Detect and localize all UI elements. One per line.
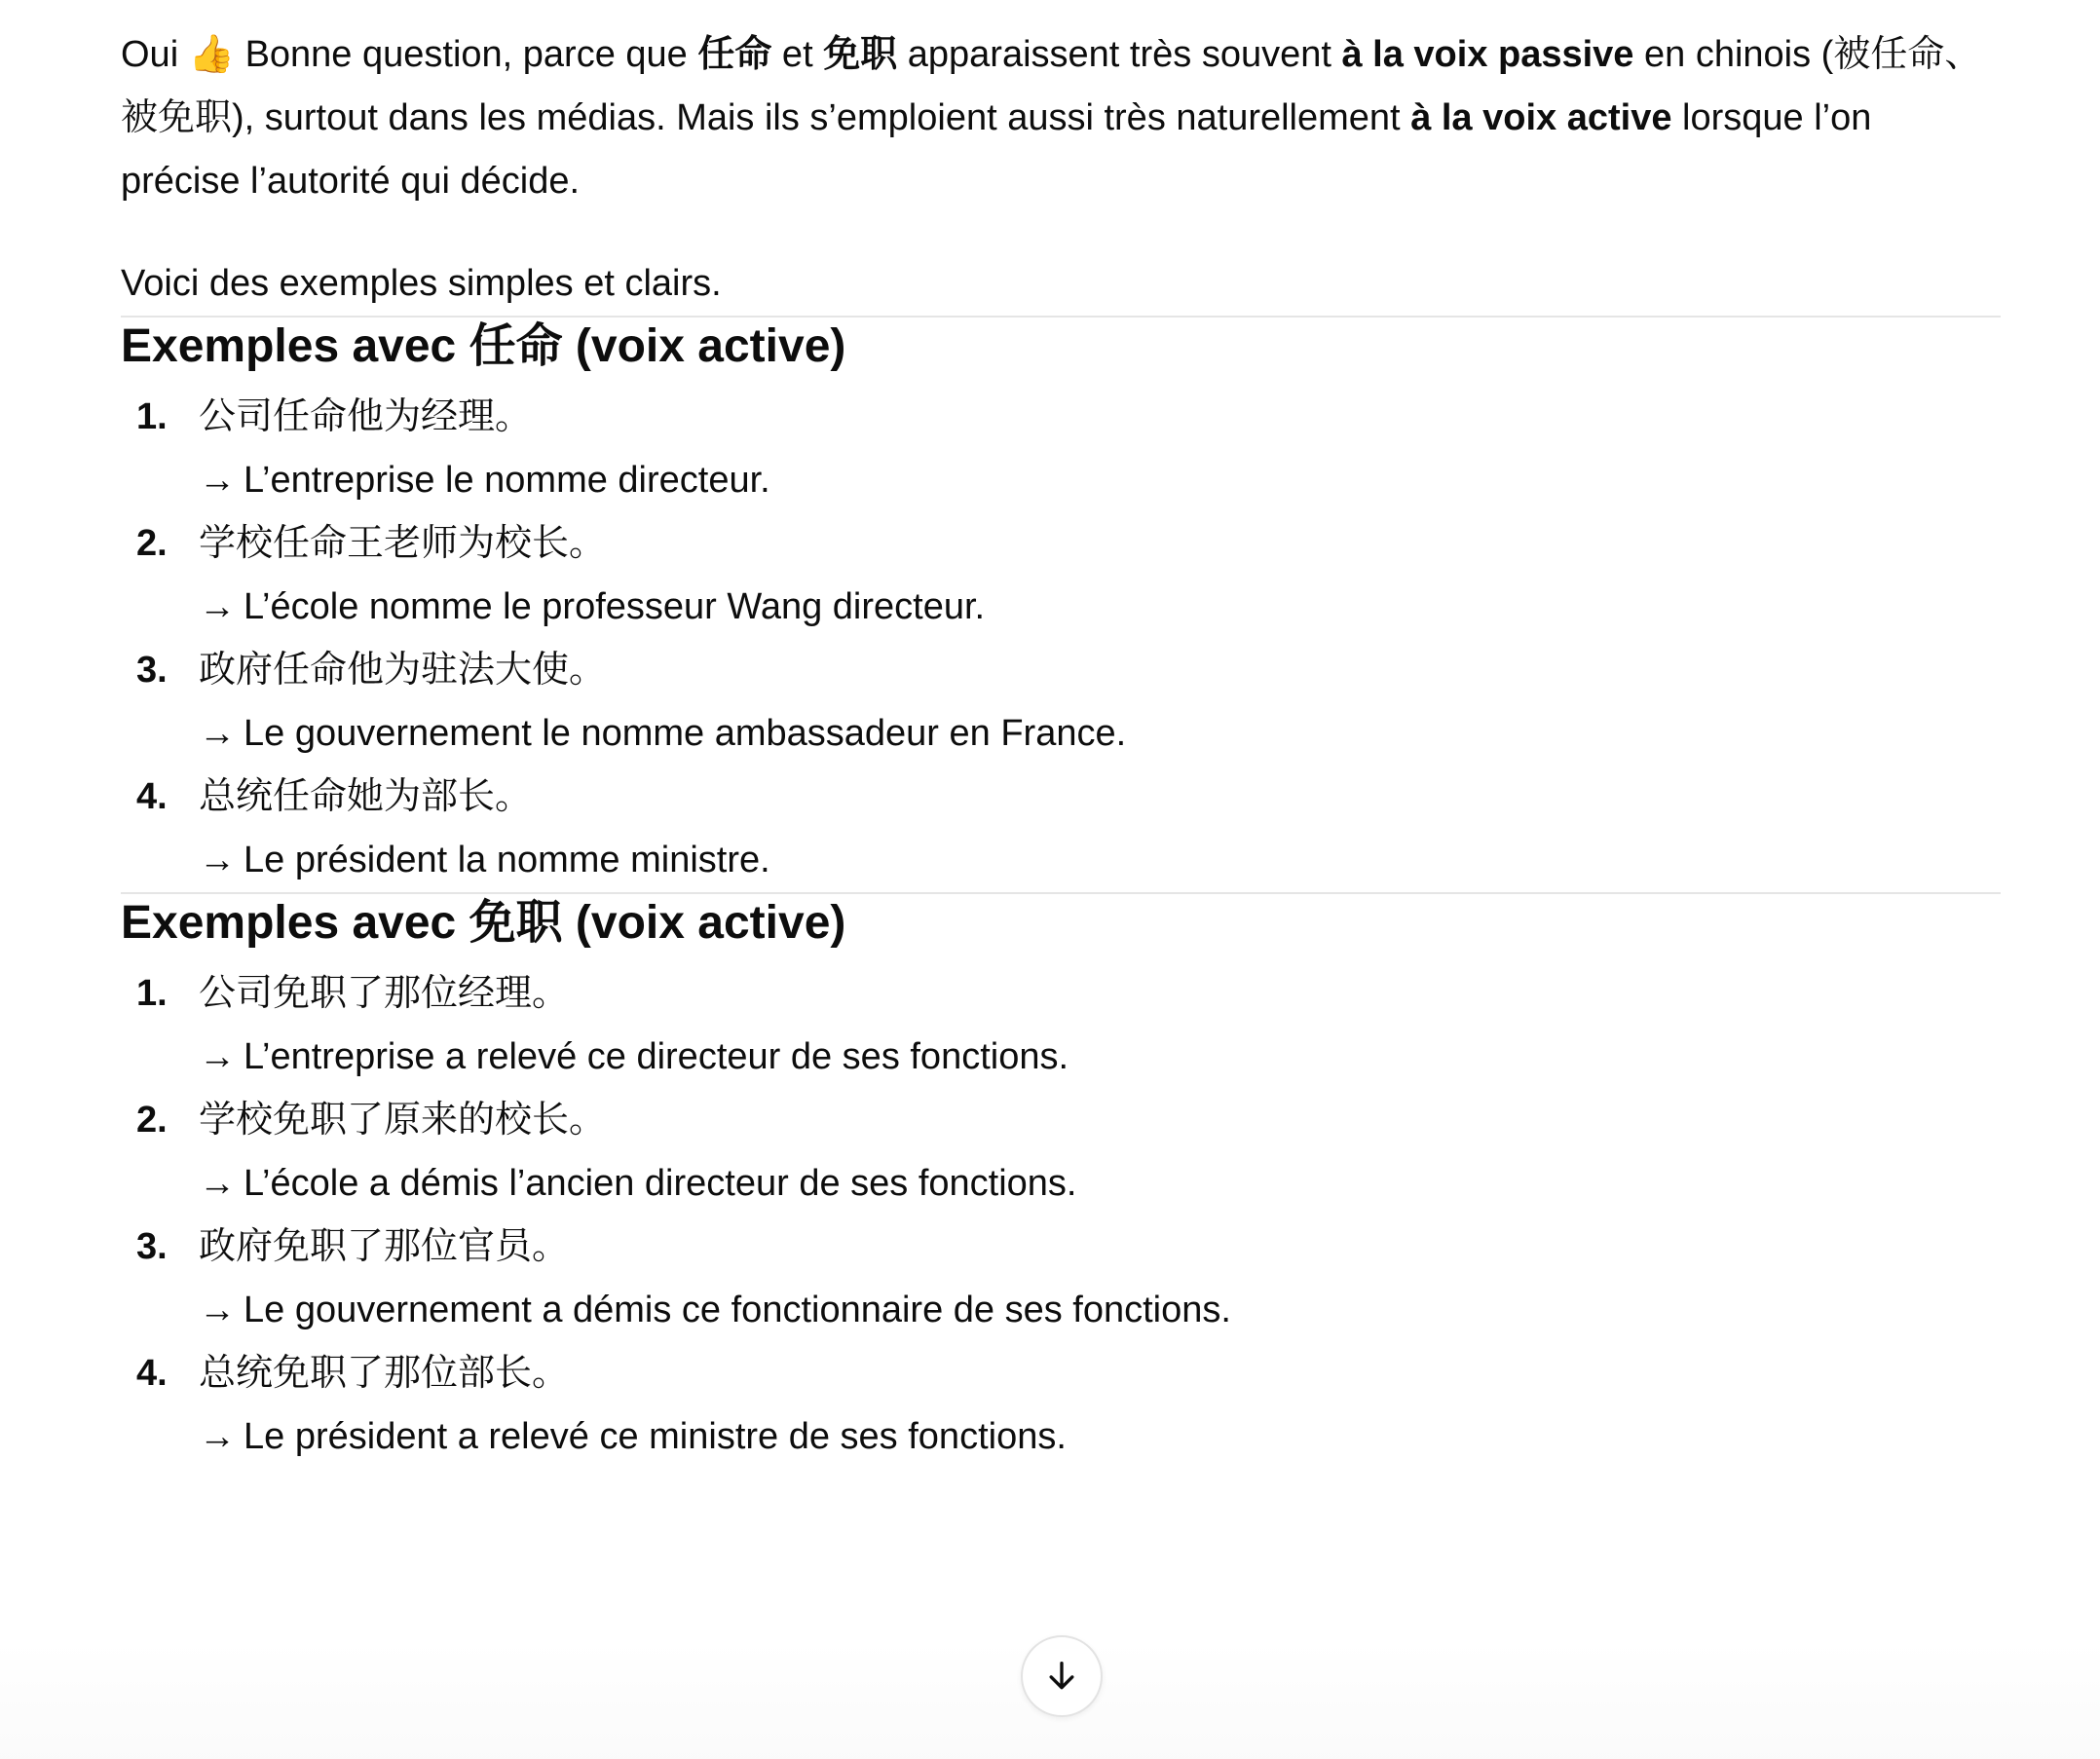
chinese-sentence: 总统免职了那位部长。 — [199, 1353, 570, 1394]
chinese-sentence: 学校免职了原来的校长。 — [199, 1100, 607, 1141]
intro-text: en chinois (被任命、被免职), surtout dans les médias. Mais ils s’emploient aussi très naturellement — [121, 34, 1982, 138]
examples-list-mianzhi — [121, 962, 2001, 1469]
arrow-right-icon: → — [199, 1290, 236, 1330]
chinese-sentence: 公司任命他为经理。 — [199, 396, 533, 437]
list-number: 4. — [136, 776, 168, 817]
translation-text: Le gouvernement le nomme ambassadeur en France. — [244, 713, 1127, 754]
arrow-right-icon: → — [199, 1036, 236, 1077]
arrow-right-icon: → — [199, 1163, 236, 1204]
translation-text: Le président la nomme ministre. — [244, 840, 770, 880]
translation-text: L’école a démis l’ancien directeur de ses fonctions. — [244, 1163, 1077, 1204]
list-number: 1. — [136, 973, 168, 1014]
arrow-right-icon: → — [199, 713, 236, 754]
arrow-right-icon: → — [199, 840, 236, 880]
french-translation — [199, 1152, 2001, 1216]
list-item — [121, 1216, 2001, 1342]
intro-bold-active: à la voix active — [1410, 97, 1672, 138]
scroll-to-bottom-button[interactable] — [1021, 1635, 1103, 1717]
list-number: 2. — [136, 1100, 168, 1141]
chinese-sentence: 公司免职了那位经理。 — [199, 973, 570, 1014]
french-translation — [199, 702, 2001, 766]
french-translation — [199, 1026, 2001, 1089]
arrow-right-icon: → — [199, 1416, 236, 1457]
list-item — [121, 512, 2001, 639]
intro-bold-renming: 任命 — [697, 34, 772, 75]
list-item — [121, 766, 2001, 892]
translation-text: L’école nomme le professeur Wang directeur. — [244, 586, 986, 627]
list-item — [121, 1089, 2001, 1216]
list-number: 2. — [136, 523, 168, 564]
chinese-sentence: 政府任命他为驻法大使。 — [199, 650, 607, 691]
intro-bold-mianzhi: 免职 — [823, 34, 898, 75]
intro-text: Oui 👍 Bonne question, parce que — [121, 34, 698, 75]
intro-text: et — [771, 34, 824, 75]
translation-text: L’entreprise le nomme directeur. — [244, 460, 770, 501]
intro-text: apparaissent très souvent — [897, 34, 1342, 75]
chinese-sentence: 政府免职了那位官员。 — [199, 1226, 570, 1267]
intro-bold-passive: à la voix passive — [1341, 34, 1634, 75]
message-content — [121, 23, 2001, 1469]
intro-note: Voici des exemples simples et clairs. — [121, 263, 722, 304]
intro-text: lorsque l’on précise l’autorité qui décide. — [121, 97, 1872, 202]
list-number: 3. — [136, 1226, 168, 1267]
arrow-right-icon: → — [199, 586, 236, 627]
list-item — [121, 639, 2001, 766]
translation-text: L’entreprise a relevé ce directeur de ses fonctions. — [244, 1036, 1069, 1077]
examples-list-renming — [121, 386, 2001, 892]
translation-text: Le président a relevé ce ministre de ses fonctions. — [244, 1416, 1067, 1457]
translation-text: Le gouvernement a démis ce fonctionnaire de ses fonctions. — [244, 1290, 1231, 1330]
list-item — [121, 962, 2001, 1089]
french-translation — [199, 449, 2001, 512]
list-item — [121, 1342, 2001, 1469]
french-translation — [199, 576, 2001, 639]
arrow-down-icon — [1042, 1657, 1081, 1696]
chinese-sentence: 学校任命王老师为校长。 — [199, 523, 607, 564]
chinese-sentence: 总统任命她为部长。 — [199, 776, 533, 817]
list-number: 3. — [136, 650, 168, 691]
list-number: 1. — [136, 396, 168, 437]
list-number: 4. — [136, 1353, 168, 1394]
list-item — [121, 386, 2001, 512]
french-translation — [199, 829, 2001, 892]
section-title-renming: Exemples avec 任命 (voix active) — [121, 320, 846, 372]
arrow-right-icon: → — [199, 460, 236, 501]
french-translation — [199, 1405, 2001, 1469]
intro-paragraph — [121, 23, 2001, 213]
section-title-mianzhi: Exemples avec 免职 (voix active) — [121, 897, 846, 949]
french-translation — [199, 1279, 2001, 1342]
